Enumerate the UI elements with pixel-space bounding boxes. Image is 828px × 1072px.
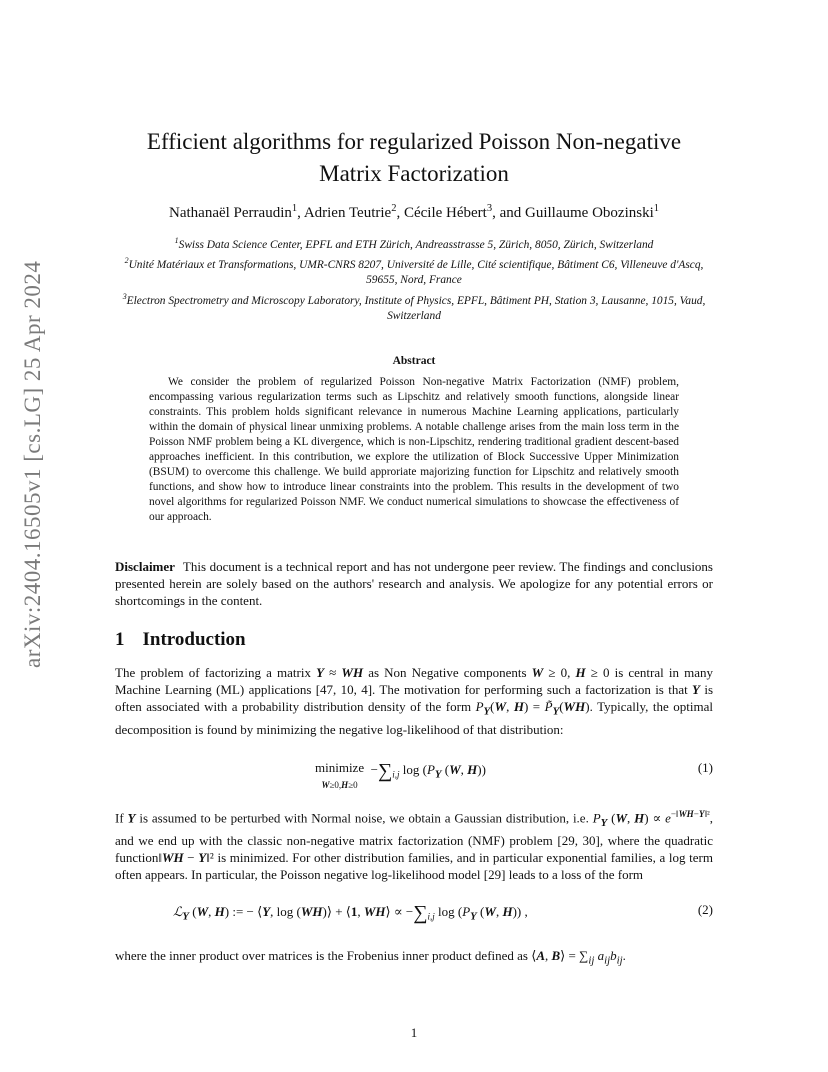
- paper-title: [100, 126, 728, 190]
- title-line-1: Efficient algorithms for regularized Poisson Non-negative: [146, 129, 682, 154]
- affiliation: $^1$Swiss Data Science Center, EPFL and ETH Zürich, Andreasstrasse 5, Zürich, 8050, Zürich, Switzerland: [174, 236, 654, 251]
- equation-1-body: minimize $W\ge 0,H\ge 0 -\sum_{i,j}$ $\log (P_Y$ (W, H)): [315, 760, 486, 790]
- author-name: Guillaume Obozinski: [525, 205, 654, 221]
- disclaimer-label: Disclaimer: [115, 559, 175, 574]
- affiliation: $^3$Electron Spectrometry and Microscopy Laboratory, Institute of Physics, EPFL, Bâtiment PH, Station 3, Lausanne, 1015, Vaud, Switzerland: [122, 291, 706, 323]
- author-sup: 1: [291, 203, 298, 214]
- section-heading: [115, 629, 246, 651]
- author-name: Nathanaël Perraudin: [169, 205, 292, 221]
- author-name: Adrien Teutrie: [303, 205, 392, 221]
- author-sup: 3: [486, 203, 493, 214]
- intro-paragraph-2: If Y is assumed to be perturbed with Normal noise, we obtain a Gaussian distribution, i.e. $P_Y$ (W, $H) \propto e^{-‖WH-Y‖^2}$, and we end up with the classic non-negative matrix factorization (NMF) problem [29, 30], where the quadratic function‖WH − Y‖² is minimized. For other distribution families, and in particular exponential families, a log term often appears. In particular, the Poisson negative log-likelihood model [29] leads to a loss of the form: [115, 809, 713, 882]
- title-line-2: Matrix Factorization: [319, 161, 509, 186]
- abstract-heading: Abstract: [392, 355, 436, 367]
- author-sup: 1: [653, 203, 659, 214]
- intro-paragraph-3: where the inner product over matrices is the Frobenius inner product defined as ⟨A, B⟩ = $\sum_{ij}$ $a_{ij}b_{ij}$.: [115, 948, 626, 967]
- intro-paragraph-1: The problem of factorizing a matrix Y ≈ WH as Non Negative components W ≥ 0, H ≥ 0 is central in many Machine Learning (ML) applications [47, 10, 4]. The motivation for performing such a factorization is that Y is often associated with a probability distribution density of the form $P_Y(W$, $H) = P̃_Y(WH)$. Typically, the optimal decomposition is found by minimizing the negative log-likelihood of that distribution:: [115, 665, 714, 737]
- author-sup: 2: [391, 203, 397, 214]
- affiliations: [110, 233, 718, 324]
- author-name: Cécile Hébert: [403, 205, 487, 221]
- arxiv-identifier: arXiv:2404.16505v1 [cs.LG] 25 Apr 2024: [20, 260, 45, 668]
- page-number: 1: [410, 1025, 418, 1040]
- affiliation: $^2$Unité Matériaux et Transformations, UMR-CNRS 8207, Université de Lille, Cité scientifique, Bâtiment C6, Villeneuve d'Ascq, 59655, Nord, France: [124, 256, 704, 287]
- disclaimer-paragraph: [115, 558, 713, 609]
- equation-2-body: ℒ$_Y$ (W, H) := − ⟨Y, log (WH)⟩ + ⟨1, WH⟩ ∝ $-\sum_{i,j}$ $\log (P_Y$ (W, H)) ,: [173, 902, 528, 924]
- equation-number: (1): [697, 760, 713, 775]
- author-list: Nathanaël Perraudin$^1$, Adrien Teutrie$^2$, Cécile Hébert$^3$, and Guillaume Obozinski$^1$: [169, 203, 659, 221]
- abstract-text: We consider the problem of regularized Poisson Non-negative Matrix Factorization (NMF) problem, encompassing various regularization terms such as Lipschitz and relatively smooth functions, alongside linear constraints. This problem holds significant relevance in numerous Machine Learning applications, particularly within the domain of physical linear unmixing problems. A notable challenge arises from the main loss term in the Poisson NMF problem being a KL divergence, which is non-Lipschitz, rendering traditional gradient descent-based approaches inefficient. In this contribution, we explore the utilization of Block Successive Upper Minimization (BSUM) to overcome this challenge. We build approriate majorizing function for Lipschitz and relatively smooth functions, and show how to introduce linear constraints into the problem. This results in the development of two novel algorithms for regularized Poisson NMF. We conduct numerical simulations to showcase the effectiveness of our approach.: [149, 376, 679, 523]
- section-title: Introduction: [142, 629, 246, 650]
- disclaimer-text: This document is a technical report and has not undergone peer review. The findings and conclusions presented herein are solely based on the authors' research and analysis. We apologize for any potential errors or shortcomings in the content.: [115, 559, 713, 608]
- section-number: 1: [115, 629, 125, 650]
- equation-number: (2): [697, 902, 713, 917]
